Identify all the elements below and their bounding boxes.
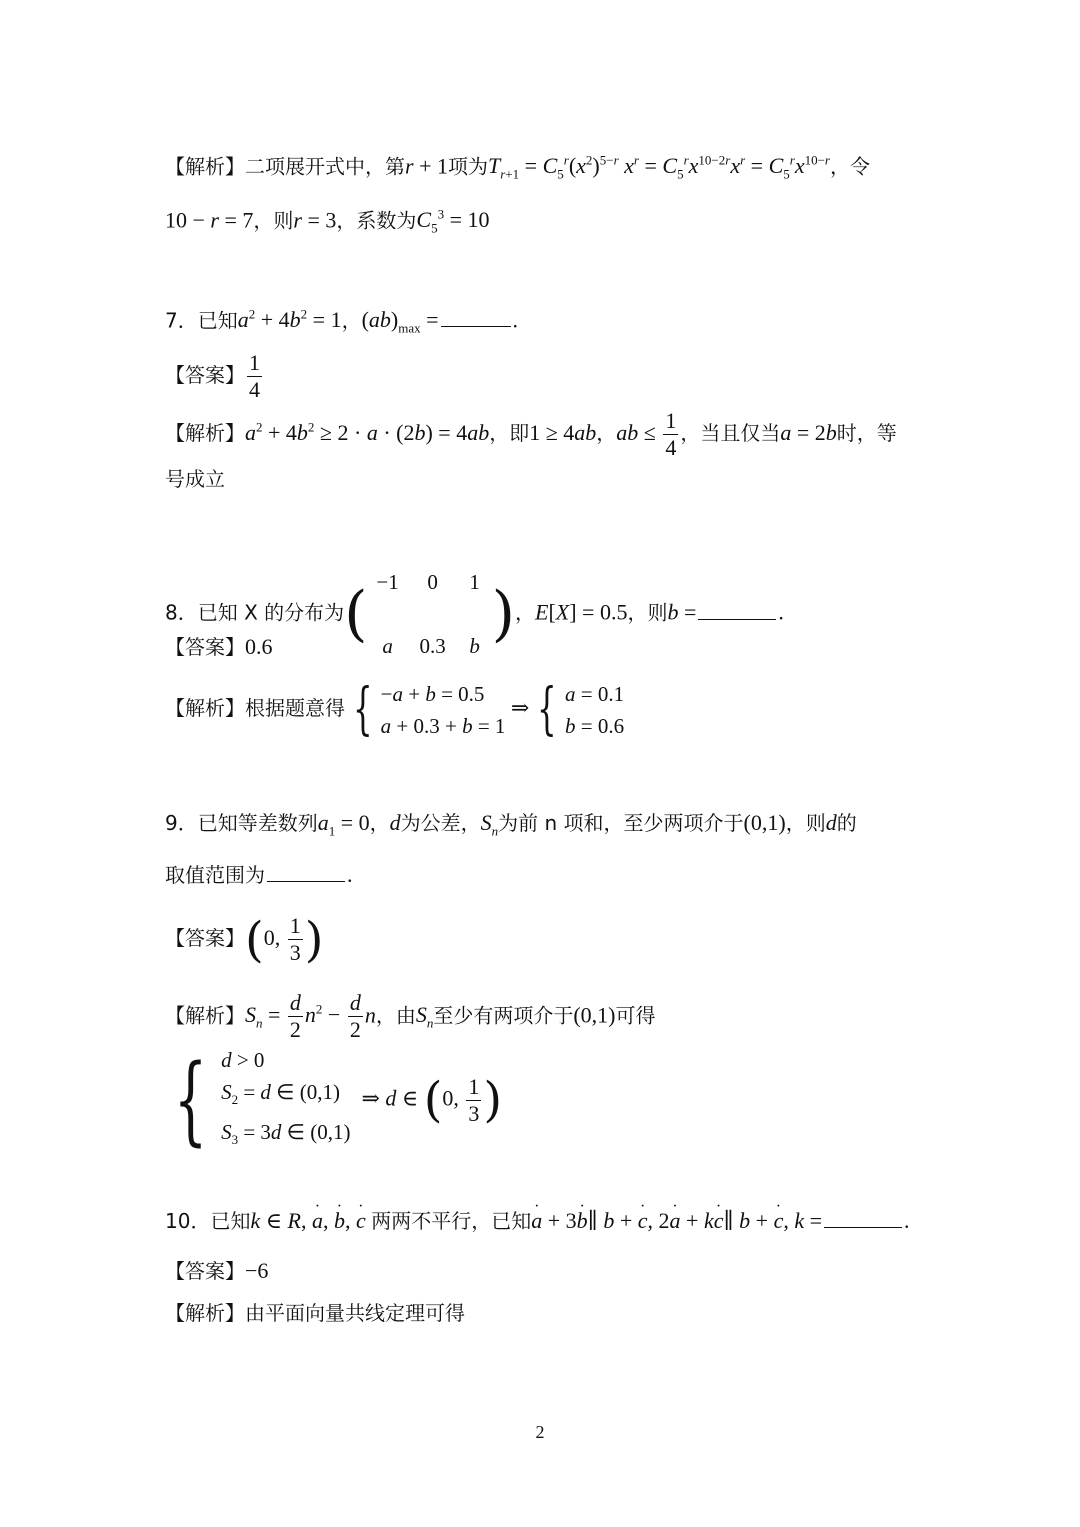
q9-answer: 【答案】(0, $\frac{1}{3}$ ) [165,911,324,968]
binomial-term-formula: $T_{r+1} = C_5^r(x^2)^{5-r}$ $x^r = C_5^rx^{10-2r}x^r = C_5^rx^{10-r}$ [487,153,830,182]
answer-blank [441,306,511,327]
q9-question-line2: 取值范围为 . [165,862,353,887]
answer-blank [824,1207,902,1228]
answer-blank [267,861,345,882]
answer-blank [698,599,776,620]
distribution-matrix: −1 0 1 a 0.3 b [376,570,480,658]
q10-analysis: 【解析】由平面向量共线定理可得 [165,1301,465,1325]
q7-analysis-line2: 号成立 [165,467,225,491]
answer-label: 【答案】 [165,363,245,387]
q8-answer: 【答案】0.6 [165,634,273,659]
q8-analysis: 【解析】根据题意得 { −a + b = 0.5 a + 0.3 + b = 1 ⇒ { a = 0.1 b = 0.6 [165,676,625,742]
q7-answer-fraction: $\frac{1}{4}$ [249,350,260,402]
q9-question-line1: 9．已知等差数列$a_1 = 0$，d为公差，$S_n$为前 n 项和，至少两项介于(0,1)，则d的 [165,810,857,839]
page-number: 2 [535,1422,545,1442]
p6-analysis-line1: 【解析】二项展开式中，第r + 1项为$T_{r+1} = C_5^r(x^2)^{5-r}$ $x^r = C_5^rx^{10-2r}x^r = C_5^rx^{10-r}$，令 [165,153,870,182]
q9-analysis-system: { d > 0 $S_2 = d$ ∈ (0,1) $S_3 = 3d$ ∈ (0,1) ⇒ d ∈ (0, $\frac{1}{3}$ ) [173,1044,503,1157]
q10-answer: 【答案】−6 [165,1258,269,1283]
q9-analysis-line1: 【解析】$S_n$ = $\frac{d}{2}$ $n^2$ − $\frac{d}{2}$ n，由$S_n$至少有两项介于(0,1)可得 [165,990,656,1043]
q10-question: 10．已知k ∈ R, · a, · b, · c 两两不平行，已知· a + 3· b∥ b + · c, 2· a + k· c∥ b + · c, k = . [165,1206,910,1236]
p6-analysis-line2: 10 − r = 7，则r = 3，系数为$C_5^3 = 10$ [165,207,490,236]
q7-analysis-line1: 【解析】$a^2 + 4b^2 \ge 2 \cdot a \cdot (2b) = 4ab$，即1 ≥ 4ab，ab ≤ $\frac{1}{4}$ ，当且仅当a = 2b时，等 [165,408,897,460]
q8-question: 8．已知 X 的分布为( −1 0 1 a 0.3 b )，E[X] = 0.5，则b = . [165,552,784,676]
q7-answer [165,352,264,401]
q7-question: 7．已知$a^2 + 4b^2 = 1$，$(ab)_{max}$ = . [165,307,519,336]
analysis-label: 【解析】 [165,154,245,179]
